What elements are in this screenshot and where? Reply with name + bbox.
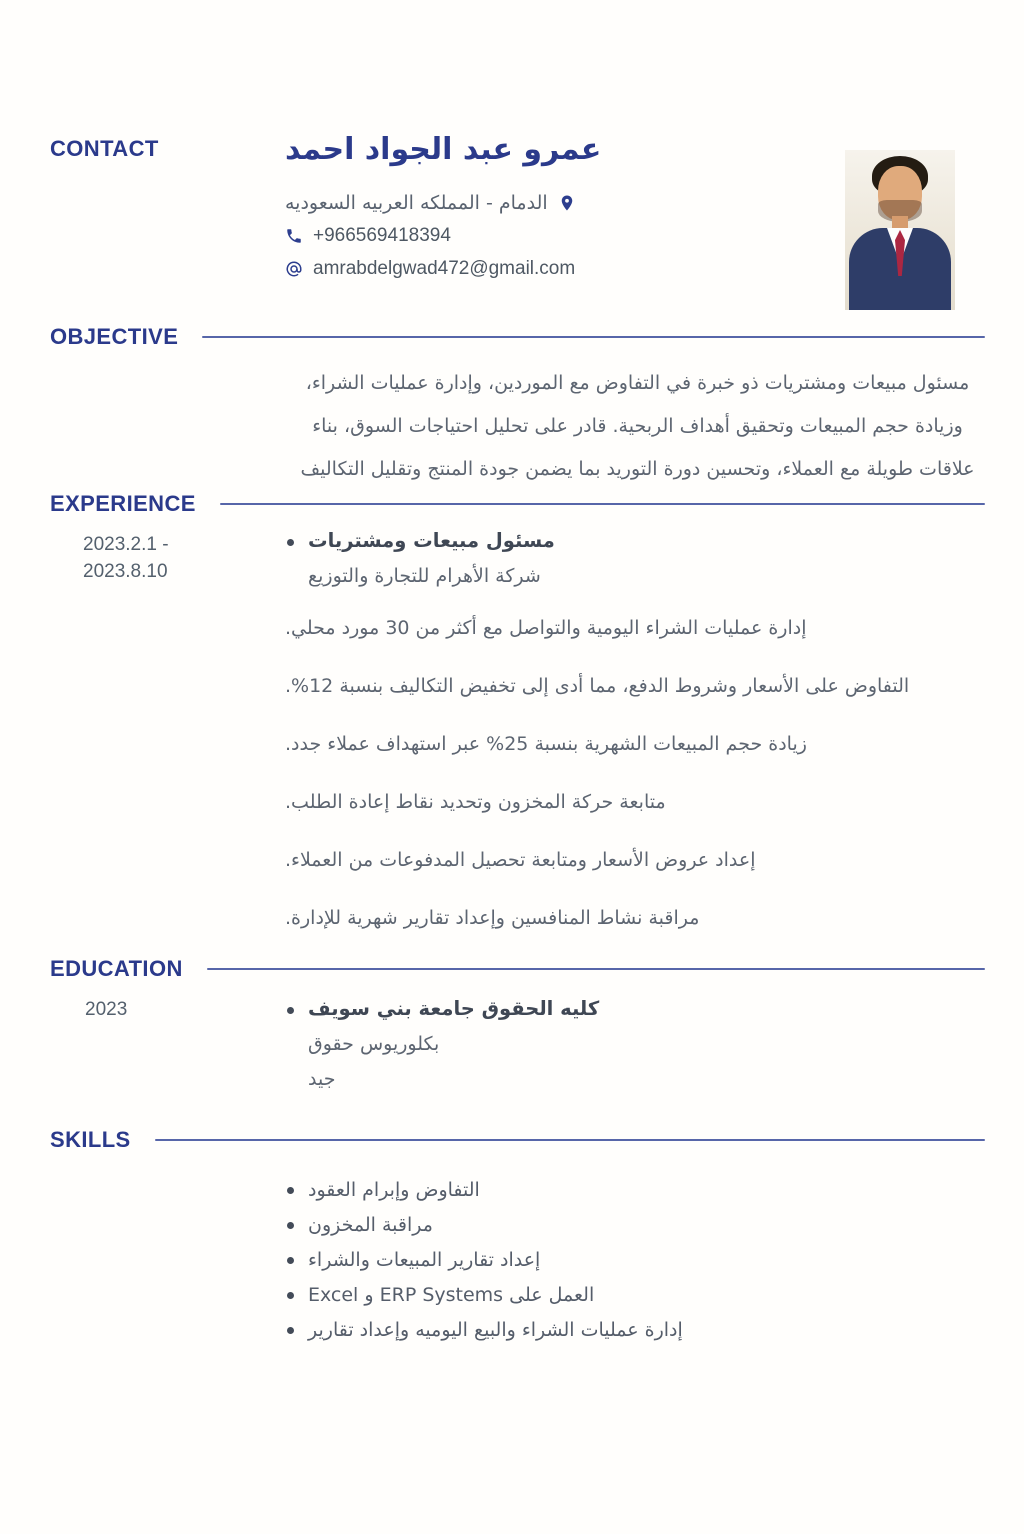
education-title-row bbox=[285, 997, 1007, 1020]
skills-list bbox=[285, 1177, 1007, 1352]
experience-bullet: مراقبة نشاط المنافسين وإعداد تقارير شهرية للإدارة. bbox=[285, 907, 700, 929]
education-grade: جيد bbox=[308, 1068, 336, 1090]
company-name: شركة الأهرام للتجارة والتوزيع bbox=[308, 565, 541, 587]
education-section-header bbox=[50, 956, 985, 982]
experience-bullet: إدارة عمليات الشراء اليومية والتواصل مع أكثر من 30 مورد محلي. bbox=[285, 617, 807, 639]
experience-entry bbox=[285, 529, 1007, 933]
contact-info bbox=[285, 190, 705, 289]
skill-item bbox=[285, 1247, 1007, 1273]
experience-section-header bbox=[50, 491, 985, 517]
bullet-icon bbox=[287, 1007, 294, 1014]
skill-label: التفاوض وإبرام العقود bbox=[308, 1179, 480, 1201]
experience-date-to: 2023.8.10 bbox=[83, 561, 168, 582]
education-heading: EDUCATION bbox=[50, 956, 183, 981]
bullet-icon bbox=[287, 539, 294, 546]
objective-text: مسئول مبيعات ومشتريات ذو خبرة في التفاوض مع الموردين، وإدارة عمليات الشراء، وزيادة حجم المبيعات وتحقيق أهداف الربحية. قادر على تحليل احتياجات السوق، بناء علاقات طويلة مع العملاء، وتحسين دورة التوريد بما يضمن جودة المنتج وتقليل التكاليف bbox=[300, 372, 975, 480]
objective-heading: OBJECTIVE bbox=[50, 324, 179, 349]
education-entry bbox=[285, 997, 1007, 1090]
skill-label: إعداد تقارير المبيعات والشراء bbox=[308, 1249, 541, 1271]
bullet-icon bbox=[287, 1257, 294, 1264]
experience-divider bbox=[220, 503, 985, 505]
experience-date-from: 2023.2.1 - bbox=[83, 534, 169, 555]
skills-divider bbox=[155, 1139, 985, 1141]
location-pin-icon bbox=[558, 194, 576, 212]
email-row bbox=[285, 256, 705, 282]
skills-heading: SKILLS bbox=[50, 1127, 131, 1152]
phone-text: +966569418394 bbox=[313, 225, 451, 246]
phone-icon bbox=[285, 227, 303, 245]
experience-bullet: إعداد عروض الأسعار ومتابعة تحصيل المدفوعات من العملاء. bbox=[285, 849, 756, 871]
education-year: 2023 bbox=[85, 999, 128, 1020]
experience-bullet: متابعة حركة المخزون وتحديد نقاط إعادة الطلب. bbox=[285, 791, 666, 813]
skill-item bbox=[285, 1177, 1007, 1203]
objective-divider bbox=[202, 336, 985, 338]
objective-section-header bbox=[50, 324, 985, 350]
profile-photo bbox=[845, 150, 955, 310]
experience-date-range bbox=[83, 531, 203, 585]
bullet-icon bbox=[287, 1187, 294, 1194]
job-title-row bbox=[285, 529, 1007, 552]
candidate-name: عمرو عبد الجواد احمد bbox=[285, 132, 602, 167]
bullet-icon bbox=[287, 1292, 294, 1299]
phone-row bbox=[285, 223, 705, 249]
skill-item bbox=[285, 1282, 1007, 1308]
location-row bbox=[285, 190, 705, 216]
education-divider bbox=[207, 968, 985, 970]
skill-item bbox=[285, 1317, 1007, 1343]
skill-label: العمل على ERP Systems و Excel bbox=[308, 1284, 595, 1306]
job-title: مسئول مبيعات ومشتريات bbox=[308, 529, 555, 552]
education-degree: بكلوريوس حقوق bbox=[308, 1033, 440, 1055]
contact-section-heading: CONTACT bbox=[50, 136, 159, 161]
experience-heading: EXPERIENCE bbox=[50, 491, 196, 516]
skill-item bbox=[285, 1212, 1007, 1238]
experience-bullet: زيادة حجم المبيعات الشهرية بنسبة 25% عبر استهداف عملاء جدد. bbox=[285, 733, 807, 755]
bullet-icon bbox=[287, 1222, 294, 1229]
location-text: الدمام - المملكه العربيه السعوديه bbox=[285, 192, 548, 214]
skill-label: إدارة عمليات الشراء والبيع اليوميه وإعداد تقارير bbox=[308, 1319, 683, 1341]
experience-bullet: التفاوض على الأسعار وشروط الدفع، مما أدى إلى تخفيض التكاليف بنسبة 12%. bbox=[285, 675, 910, 697]
skill-label: مراقبة المخزون bbox=[308, 1214, 433, 1236]
bullet-icon bbox=[287, 1327, 294, 1334]
education-school: كليه الحقوق جامعة بني سويف bbox=[308, 997, 600, 1020]
email-at-icon bbox=[285, 260, 303, 278]
email-text: amrabdelgwad472@gmail.com bbox=[313, 258, 576, 279]
skills-section-header bbox=[50, 1127, 985, 1153]
